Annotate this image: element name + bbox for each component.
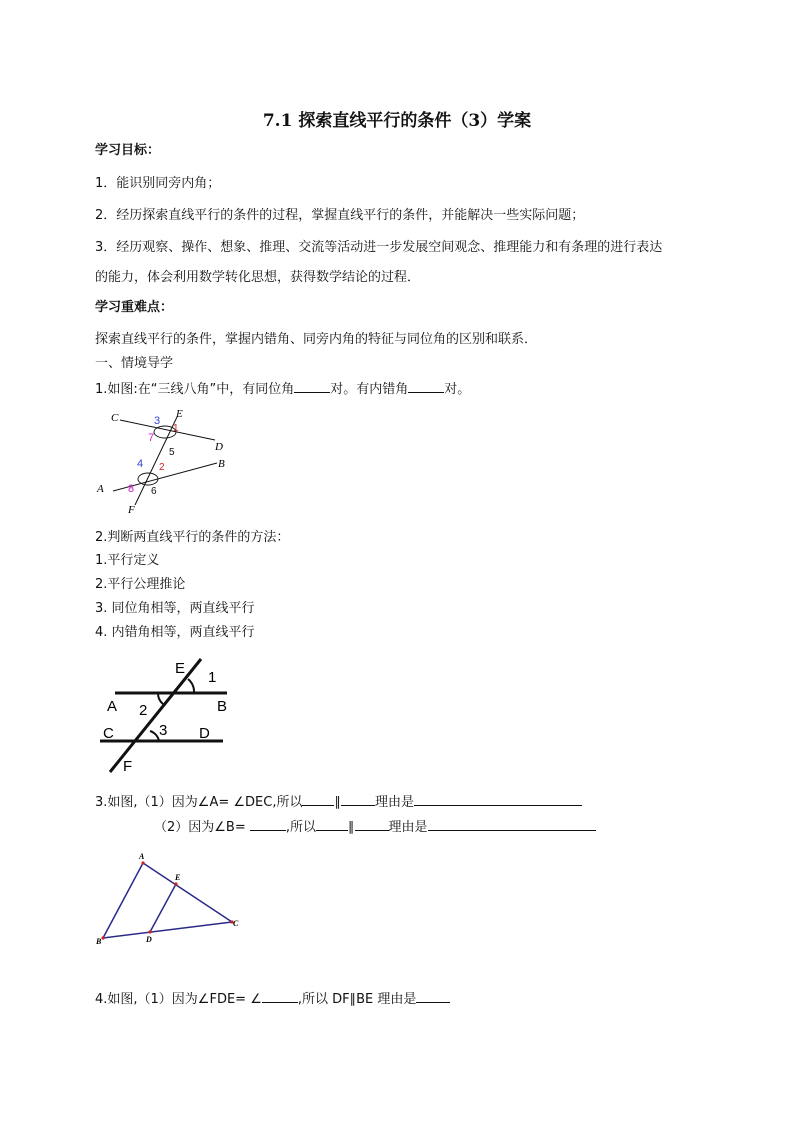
objective-item-1: 1．能识别同旁内角； [95, 176, 221, 191]
q3-line2-mid: ,所以 [285, 820, 317, 835]
label-d: D [199, 725, 210, 742]
section1-heading: 一、情境导学 [95, 356, 174, 371]
key-points-heading: 学习重难点： [95, 300, 174, 315]
objective-item-2: 2．经历探索直线平行的条件的过程，掌握直线平行的条件，并能解决一些实际问题； [95, 208, 585, 223]
q3-line2-prefix: （2）因为∠B= [154, 820, 246, 835]
figure-parallel-transversal [95, 652, 245, 777]
label-b: B [217, 698, 228, 715]
label-1: 1 [208, 669, 217, 686]
angle-arc-lower [138, 473, 158, 485]
page-title: 7.1 探索直线平行的条件（3）学案 [262, 111, 532, 131]
angle-label-7: 7 [148, 432, 155, 444]
q4-blank-2[interactable] [416, 990, 450, 1003]
q4-mid: ,所以 DF∥BE 理由是 [297, 992, 417, 1007]
angle-label-5: 5 [169, 447, 175, 458]
angle-arc-2 [158, 693, 163, 704]
q2-heading: 2.判断两直线平行的条件的方法： [95, 530, 290, 545]
q3-parallel-2: ∥ [348, 820, 355, 835]
question-4 [95, 990, 450, 1008]
side-ab [103, 863, 143, 938]
q1-prefix: 1.如图:在“三线八角”中，有同位角 [95, 382, 295, 397]
point-b [101, 936, 104, 939]
q4-blank-1[interactable] [262, 990, 298, 1003]
q3-blank-5[interactable] [355, 818, 389, 831]
label-a: A [107, 698, 118, 715]
angle-label-4: 4 [137, 458, 144, 470]
label-3: 3 [159, 722, 168, 739]
label-c: C [111, 412, 119, 424]
angle-label-3: 3 [154, 415, 161, 427]
q3-parallel-1: ∥ [334, 795, 341, 810]
label-a: A [139, 852, 145, 861]
objectives-heading: 学习目标： [95, 143, 161, 158]
label-e: E [176, 408, 183, 420]
line-ef [110, 659, 201, 772]
label-d: D [215, 441, 223, 453]
label-b: B [96, 937, 102, 946]
key-points-text: 探索直线平行的条件，掌握内错角、同旁内角的特征与同位角的区别和联系． [95, 332, 538, 347]
angle-label-6: 6 [151, 486, 157, 497]
question-1 [95, 380, 470, 398]
q3-line1-prefix: 3.如图,（1）因为∠A= ∠DEC,所以 [95, 795, 303, 810]
q1-blank-2[interactable] [408, 380, 444, 393]
question-3-part-1 [95, 793, 582, 811]
angle-arc-1 [188, 679, 194, 693]
angle-label-1: 1 [173, 423, 179, 434]
q3-blank-reason-1[interactable] [414, 793, 582, 806]
q3-blank-reason-2[interactable] [428, 818, 596, 831]
segment-de [150, 884, 176, 932]
label-d: D [146, 935, 152, 944]
objective-item-3: 3．经历观察、操作、想象、推理、交流等活动进一步发展空间观念、推理能力和有条理的进行表达 [95, 240, 663, 255]
q3-reason-2: 理由是 [388, 820, 428, 835]
q2-item-1: 1.平行定义 [95, 553, 160, 568]
figure-triangle-abc [93, 848, 243, 948]
label-e: E [175, 660, 186, 677]
q3-blank-1[interactable] [302, 793, 334, 806]
q1-suffix: 对。 [444, 382, 471, 397]
label-f: F [123, 758, 133, 775]
point-e [174, 882, 177, 885]
q4-prefix: 4.如图,（1）因为∠FDE= ∠ [95, 992, 262, 1007]
q3-blank-3[interactable] [250, 818, 286, 831]
label-a: A [97, 483, 104, 495]
q3-blank-2[interactable] [341, 793, 375, 806]
label-e: E [175, 873, 181, 882]
side-ac [143, 863, 232, 922]
label-c: C [103, 725, 114, 742]
point-d [148, 930, 151, 933]
point-a [141, 861, 144, 864]
q2-item-3: 3. 同位角相等，两直线平行 [95, 601, 255, 616]
angle-label-8: 8 [128, 483, 135, 495]
q3-reason-1: 理由是 [374, 795, 414, 810]
q2-item-2: 2.平行公理推论 [95, 577, 186, 592]
q1-mid: 对。有内错角 [330, 382, 409, 397]
figure-three-lines-eight-angles [95, 405, 240, 517]
label-b: B [218, 458, 225, 470]
q3-blank-4[interactable] [316, 818, 348, 831]
label-2: 2 [139, 702, 148, 719]
q1-blank-1[interactable] [294, 380, 330, 393]
question-3-part-2 [154, 818, 596, 836]
angle-label-2: 2 [159, 462, 165, 473]
objective-item-3-cont: 的能力，体会利用数学转化思想，获得数学结论的过程． [95, 270, 421, 285]
side-bc [103, 922, 232, 938]
label-c: C [233, 919, 239, 928]
label-f: F [128, 504, 135, 516]
q2-item-4: 4. 内错角相等，两直线平行 [95, 625, 255, 640]
